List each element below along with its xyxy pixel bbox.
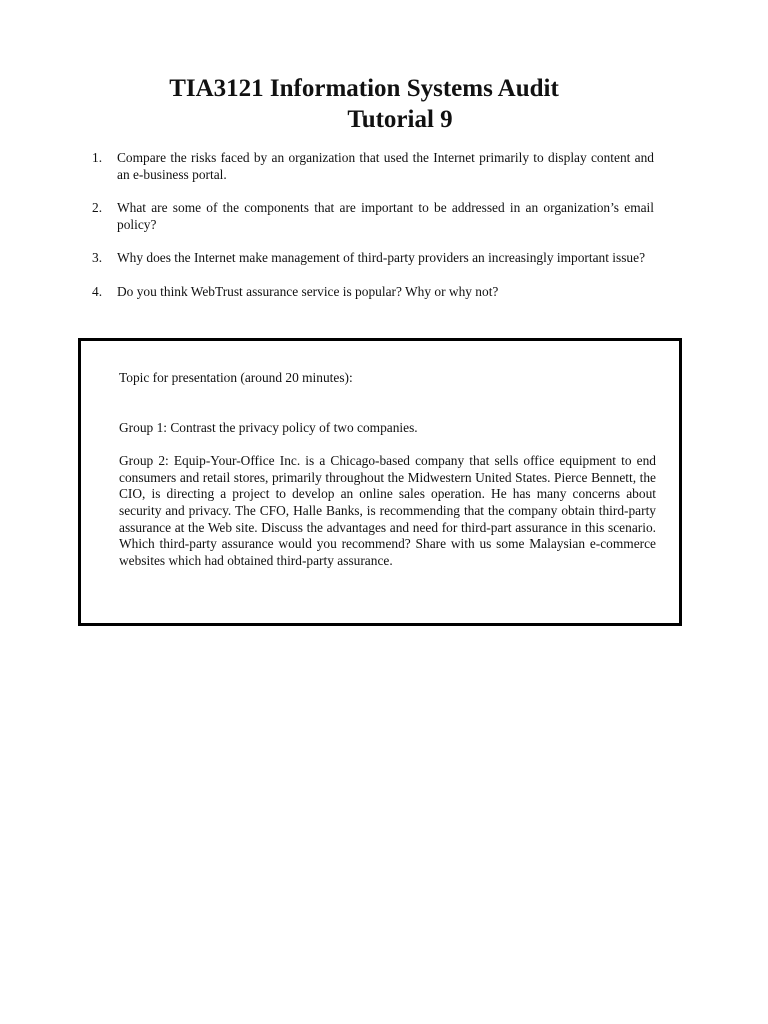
question-text: What are some of the components that are important to be addressed in an organization’s email policy?	[117, 200, 654, 232]
question-list	[92, 150, 654, 301]
question-item	[92, 284, 654, 301]
group-2-task: Group 2: Equip-Your-Office Inc. is a Chicago-based company that sells office equipment to end consumers and retail stores, primarily throughout the Midwestern United States. Pierce Bennett, the CIO, is directing a project to develop an online sales operation. He has many concerns about security and privacy. The CFO, Halle Banks, is recommending that the company obtain third-party assurance at the Web site. Discuss the advantages and need for third-part assurance in this scenario. Which third-party assurance would you recommend? Share with us some Malaysian e-commerce websites which had obtained third-party assurance.	[119, 453, 656, 568]
question-item	[92, 250, 654, 267]
question-number: 4.	[92, 283, 103, 299]
question-text: Why does the Internet make management of third-party providers an increasingly important issue?	[117, 250, 646, 266]
presentation-box	[78, 338, 682, 626]
title-tutorial: Tutorial 9	[347, 105, 453, 133]
presentation-topic: Topic for presentation (around 20 minutes):	[119, 370, 353, 385]
group-1-task: Group 1: Contrast the privacy policy of two companies.	[119, 419, 418, 435]
presentation-content	[119, 370, 656, 569]
question-item	[92, 150, 654, 183]
question-text: Compare the risks faced by an organization that used the Internet primarily to display content and an e-business portal.	[117, 150, 654, 182]
question-item	[92, 200, 654, 233]
question-number: 3.	[92, 250, 103, 266]
question-text: Do you think WebTrust assurance service is popular? Why or why not?	[117, 283, 499, 299]
question-number: 1.	[92, 150, 103, 165]
document-title	[0, 73, 768, 135]
question-number: 2.	[92, 200, 103, 216]
title-course: TIA3121 Information Systems Audit	[169, 74, 559, 102]
